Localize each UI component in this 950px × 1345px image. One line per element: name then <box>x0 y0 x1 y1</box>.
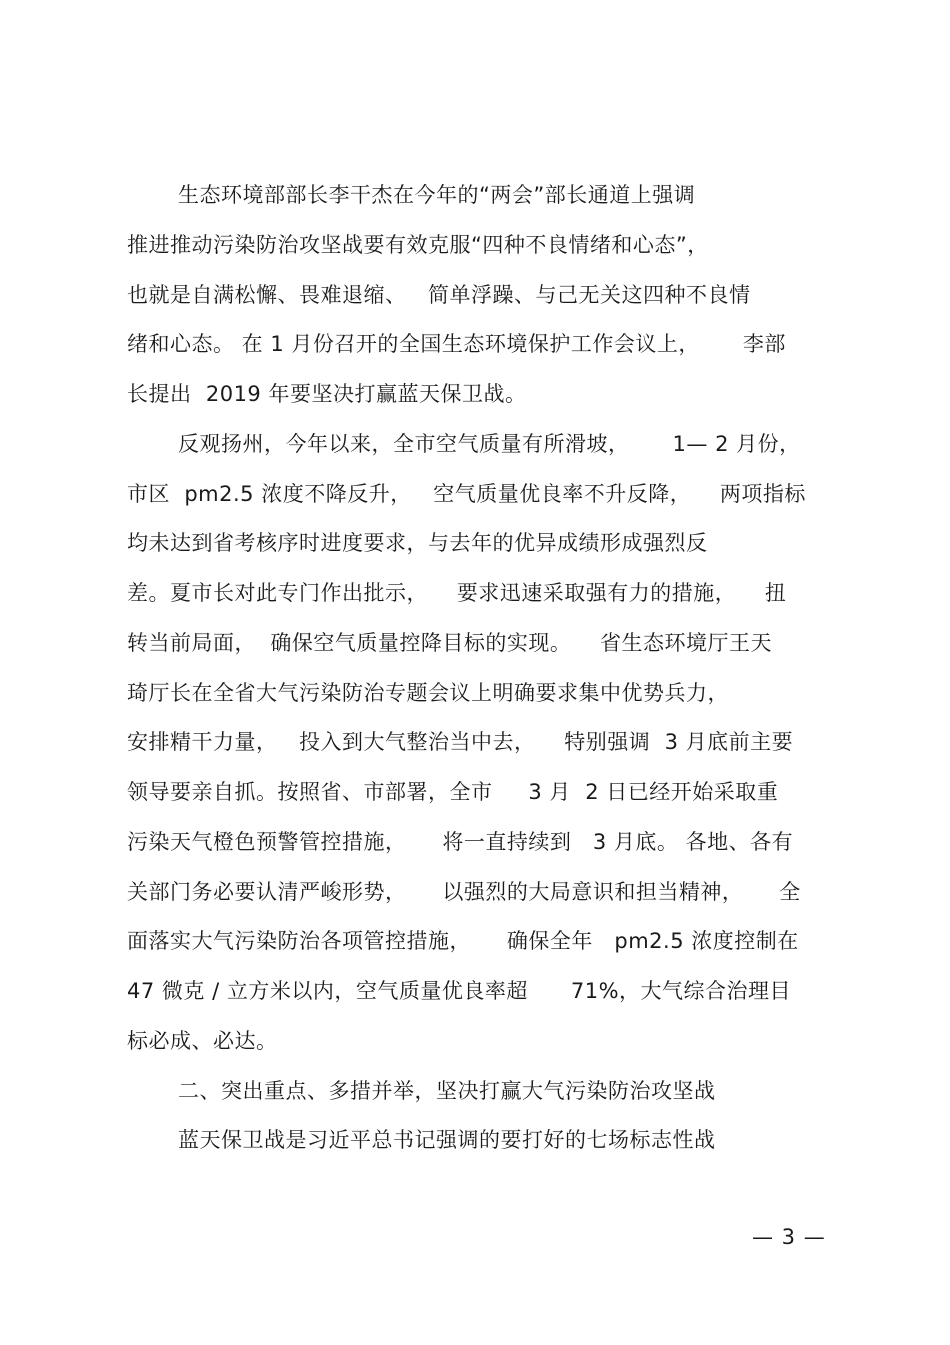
text-line: 蓝天保卫战是习近平总书记强调的要打好的七场标志性战 <box>178 1128 716 1152</box>
page-number: — 3 — <box>752 1225 826 1249</box>
text-line: 47 微克 / 立方米以内，空气质量优良率超 71%，大气综合治理目 <box>127 979 792 1003</box>
text-line: 琦厅长在全省大气污染防治专题会议上明确要求集中优势兵力， <box>127 681 729 705</box>
text-line: 长提出 2019 年要坚决打赢蓝天保卫战。 <box>127 382 527 406</box>
text-line: 关部门务必要认清严峻形势， 以强烈的大局意识和担当精神， 全 <box>127 880 801 904</box>
section-heading: 二、突出重点、多措并举，坚决打赢大气污染防治攻坚战 <box>178 1079 716 1103</box>
text-line: 均未达到省考核序时进度要求，与去年的优异成绩形成强烈反 <box>127 531 708 555</box>
text-line: 污染天气橙色预警管控措施， 将一直持续到 3 月底。 各地、各有 <box>127 830 794 854</box>
text-line: 绪和心态。 在 1 月份召开的全国生态环境保护工作会议上， 李部 <box>127 332 786 356</box>
text-line: 领导要亲自抓。按照省、市部署，全市 3 月 2 日已经开始采取重 <box>127 780 779 804</box>
text-line: 面落实大气污染防治各项管控措施， 确保全年 pm2.5 浓度控制在 <box>127 929 799 953</box>
text-line: 推进推动污染防治攻坚战要有效克服“四种不良情绪和心态”， <box>127 233 709 257</box>
text-line: 转当前局面， 确保空气质量控降目标的实现。 省生态环境厅王天 <box>127 631 773 655</box>
text-line: 标必成、必达。 <box>127 1029 278 1053</box>
text-line: 市区 pm2.5 浓度不降反升， 空气质量优良率不升反降， 两项指标 <box>127 482 806 506</box>
text-line: 安排精干力量， 投入到大气整治当中去， 特别强调 3 月底前主要 <box>127 730 794 754</box>
text-line: 生态环境部部长李干杰在今年的“两会”部长通道上强调 <box>178 183 696 207</box>
text-line: 反观扬州，今年以来，全市空气质量有所滑坡， 1— 2 月份， <box>178 432 801 456</box>
text-line: 差。夏市长对此专门作出批示， 要求迅速采取强有力的措施， 扭 <box>127 581 787 605</box>
text-line: 也就是自满松懈、畏难退缩、 简单浮躁、与己无关这四种不良情 <box>127 283 751 307</box>
